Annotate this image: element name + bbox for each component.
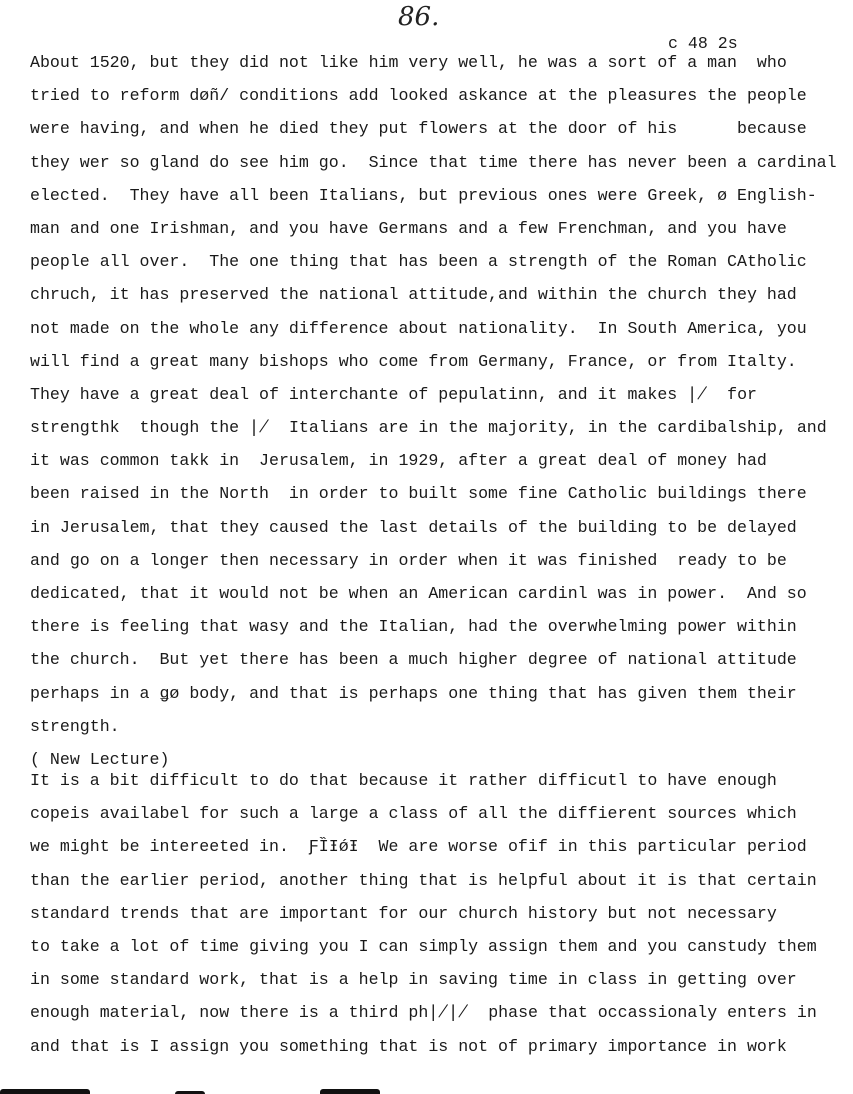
text-line: dedicated, that it would not be when an American cardinl was in power. And so (30, 584, 807, 603)
text-line: it was common takk in Jerusalem, in 1929, after a great deal of money had (30, 451, 767, 471)
text-line: tried to reform døñ/ conditions add looked askance at the pleasures the people (30, 86, 807, 106)
text-line: chruch, it has preserved the national attitude,and within the church they had (30, 285, 797, 305)
text-line: were having, and when he died they put flowers at the door of his because (30, 119, 807, 139)
text-line: elected. They have all been Italians, but previous ones were Greek, ø English- (30, 185, 817, 205)
text-line: It is a bit difficult to do that because it rather difficutl to have enough (30, 771, 777, 790)
scan-edge-smudge (0, 1089, 90, 1094)
text-line: and that is I assign you something that is not of primary importance in work (30, 1036, 787, 1056)
text-line: They have a great deal of interchante of pepulatinn, and it makes ∤ for (30, 384, 757, 404)
text-line: strengthk though the ∤ Italians are in the majority, in the cardibalship, and (30, 418, 827, 438)
text-line: in some standard work, that is a help in saving time in class in getting over (30, 970, 797, 990)
text-line: standard trends that are important for our church history but not necessary (30, 903, 777, 923)
text-line: man and one Irishman, and you have Germans and a few Frenchman, and you have (30, 218, 787, 238)
text-line: and go on a longer then necessary in order when it was finished ready to be (30, 550, 787, 570)
text-line: enough material, now there is a third ph∤∤ phase that occassionaly enters in (30, 1003, 817, 1023)
handwritten-page-number: 86. (398, 2, 440, 32)
new-lecture-body (0, 764, 817, 1063)
text-line: they wer so gland do see him go. Since that time there has never been a cardinal (30, 152, 837, 172)
text-line: people all over. The one thing that has been a strength of the Roman CAtholic (30, 252, 807, 272)
text-line: not made on the whole any difference about nationality. In South America, you (30, 318, 807, 338)
text-line: we might be intereeted in. ƑȈƗǿƗ We are worse ofif in this particular period (30, 837, 807, 857)
text-line: in Jerusalem, that they caused the last details of the building to be delayed (30, 517, 797, 537)
text-line: will find a great many bishops who come from Germany, France, or from Italty. (30, 351, 797, 371)
document-reference-code: c 48 2s (668, 34, 738, 53)
text-line: there is feeling that wasy and the Italian, had the overwhelming power within (30, 617, 797, 637)
text-line: About 1520, but they did not like him very well, he was a sort of a man who (30, 53, 787, 72)
text-line: to take a lot of time giving you I can simply assign them and you canstudy them (30, 936, 817, 956)
text-line: perhaps in a ǥø body, and that is perhaps one thing that has given them their (30, 683, 797, 703)
section-heading-new-lecture: ( New Lecture) (30, 749, 170, 769)
text-line: strength. (30, 716, 120, 736)
text-line: than the earlier period, another thing that is helpful about it is that certain (30, 870, 817, 890)
transcript-body (0, 46, 837, 776)
text-line: copeis availabel for such a large a class of all the diffierent sources which (30, 804, 797, 824)
scan-edge-smudge (320, 1089, 380, 1094)
text-line: been raised in the North in order to built some fine Catholic buildings there (30, 484, 807, 504)
text-line: the church. But yet there has been a much higher degree of national attitude (30, 650, 797, 670)
